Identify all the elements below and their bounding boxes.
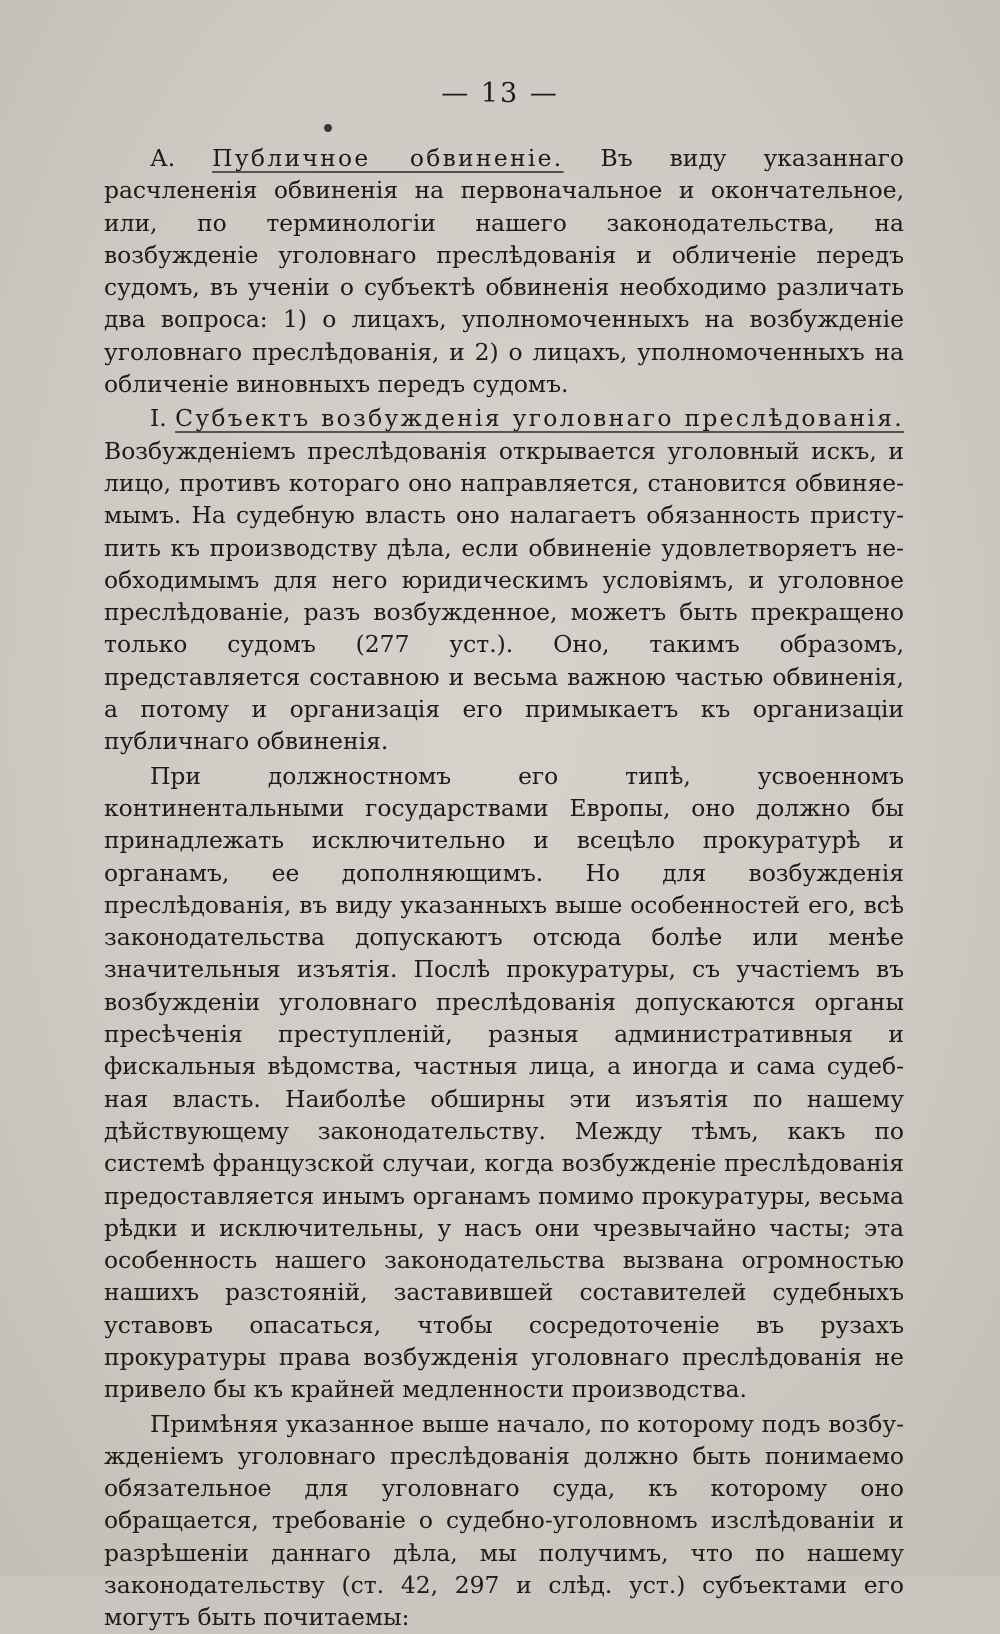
paragraph-applying-principle: Примѣняя указанное выше начало, по которому подъ возбужденіемъ уголовнаго преслѣдованія должно быть понимаемо обязательное для уголовнаго суда, къ которому оно обращается, требованіе о судебно-уголовномъ изслѣдованіи и разрѣшеніи даннаго дѣла, мы получимъ, что по нашему законодательству (ст. 42, 297 и слѣд. уст.) субъектами его могутъ быть почитаемы: bbox=[104, 1409, 904, 1632]
paragraph-official-type: При должностномъ его типѣ, усвоенномъ континентальными государствами Европы, оно должно бы принадлежать исключительно и всецѣло прокуратурѣ и органамъ, ее дополняющимъ. Но для возбужденія преслѣдованія, въ виду указанныхъ выше особенностей его, всѣ законодательства допускаютъ отсюда болѣе или менѣе значительныя изъятія. Послѣ прокуратуры, съ участіемъ въ возбужденіи уголовнаго преслѣдованія допускаются органы пресѣченія преступленій, разныя административныя и фискальныя вѣдомства, частныя лица, а иногда и сама судебная власть. Наиболѣе обширны эти изъятія по нашему дѣйствующему законодательству. Между тѣмъ, какъ по системѣ французской случаи, когда возбужденіе преслѣдованія предоставляется инымъ органамъ помимо прокуратуры, весьма рѣдки и исключительны, у насъ они чрезвычайно часты; эта особенность нашего законодательства вызвана огромностью нашихъ разстояній, заставившей составителей судебныхъ уставовъ опасаться, чтобы сосредоточеніе въ рузахъ прокуратуры права возбужденія уголовнаго преслѣдованія не привело бы къ крайней медленности производства. bbox=[104, 761, 904, 1404]
body-text bbox=[104, 142, 904, 1634]
paragraph-text: Возбужденіемъ преслѣдованія открывается уголовный искъ, и лицо, противъ котораго оно направляется, становится обвиняемымъ. На судебную власть оно налагаетъ обязанность приступить къ производству дѣла, если обвиненіе удовлетворяетъ необходимымъ для него юридическимъ условіямъ, и уголовное преслѣдованіе, разъ возбужденное, можетъ быть прекращено только судомъ (277 уст.). Оно, такимъ образомъ, представляется составною и весьма важною частью обвиненія, а потому и организація его примыкаетъ къ организаціи публичнаго обвиненія. bbox=[104, 436, 904, 756]
paragraph-text: Въ виду указаннаго расчлененія обвиненія на первоначальное и окончательное, или, по терминологіи нашего законодательства, на возбужденіе уголовнаго преслѣдованія и обличеніе передъ судомъ, въ ученіи о субъектѣ обвиненія необходимо различать два вопроса: 1) о лицахъ, уполномоченныхъ на возбужденіе уголовнаго преслѣдованія, и 2) о лицахъ, уполномоченныхъ на обличеніе виновныхъ передъ судомъ. bbox=[104, 144, 905, 399]
section-number: I. bbox=[150, 404, 176, 433]
paragraph-public-prosecution bbox=[104, 142, 904, 400]
subsection-heading: Субъектъ возбужденія уголовнаго преслѣдованія. bbox=[175, 404, 904, 433]
section-letter: А. bbox=[150, 144, 213, 172]
paragraph-subject-of-initiation bbox=[104, 402, 904, 757]
section-heading: Публичное обвиненіе. bbox=[212, 144, 564, 172]
page-number: — 13 — bbox=[441, 78, 559, 109]
ink-dot bbox=[324, 124, 332, 132]
